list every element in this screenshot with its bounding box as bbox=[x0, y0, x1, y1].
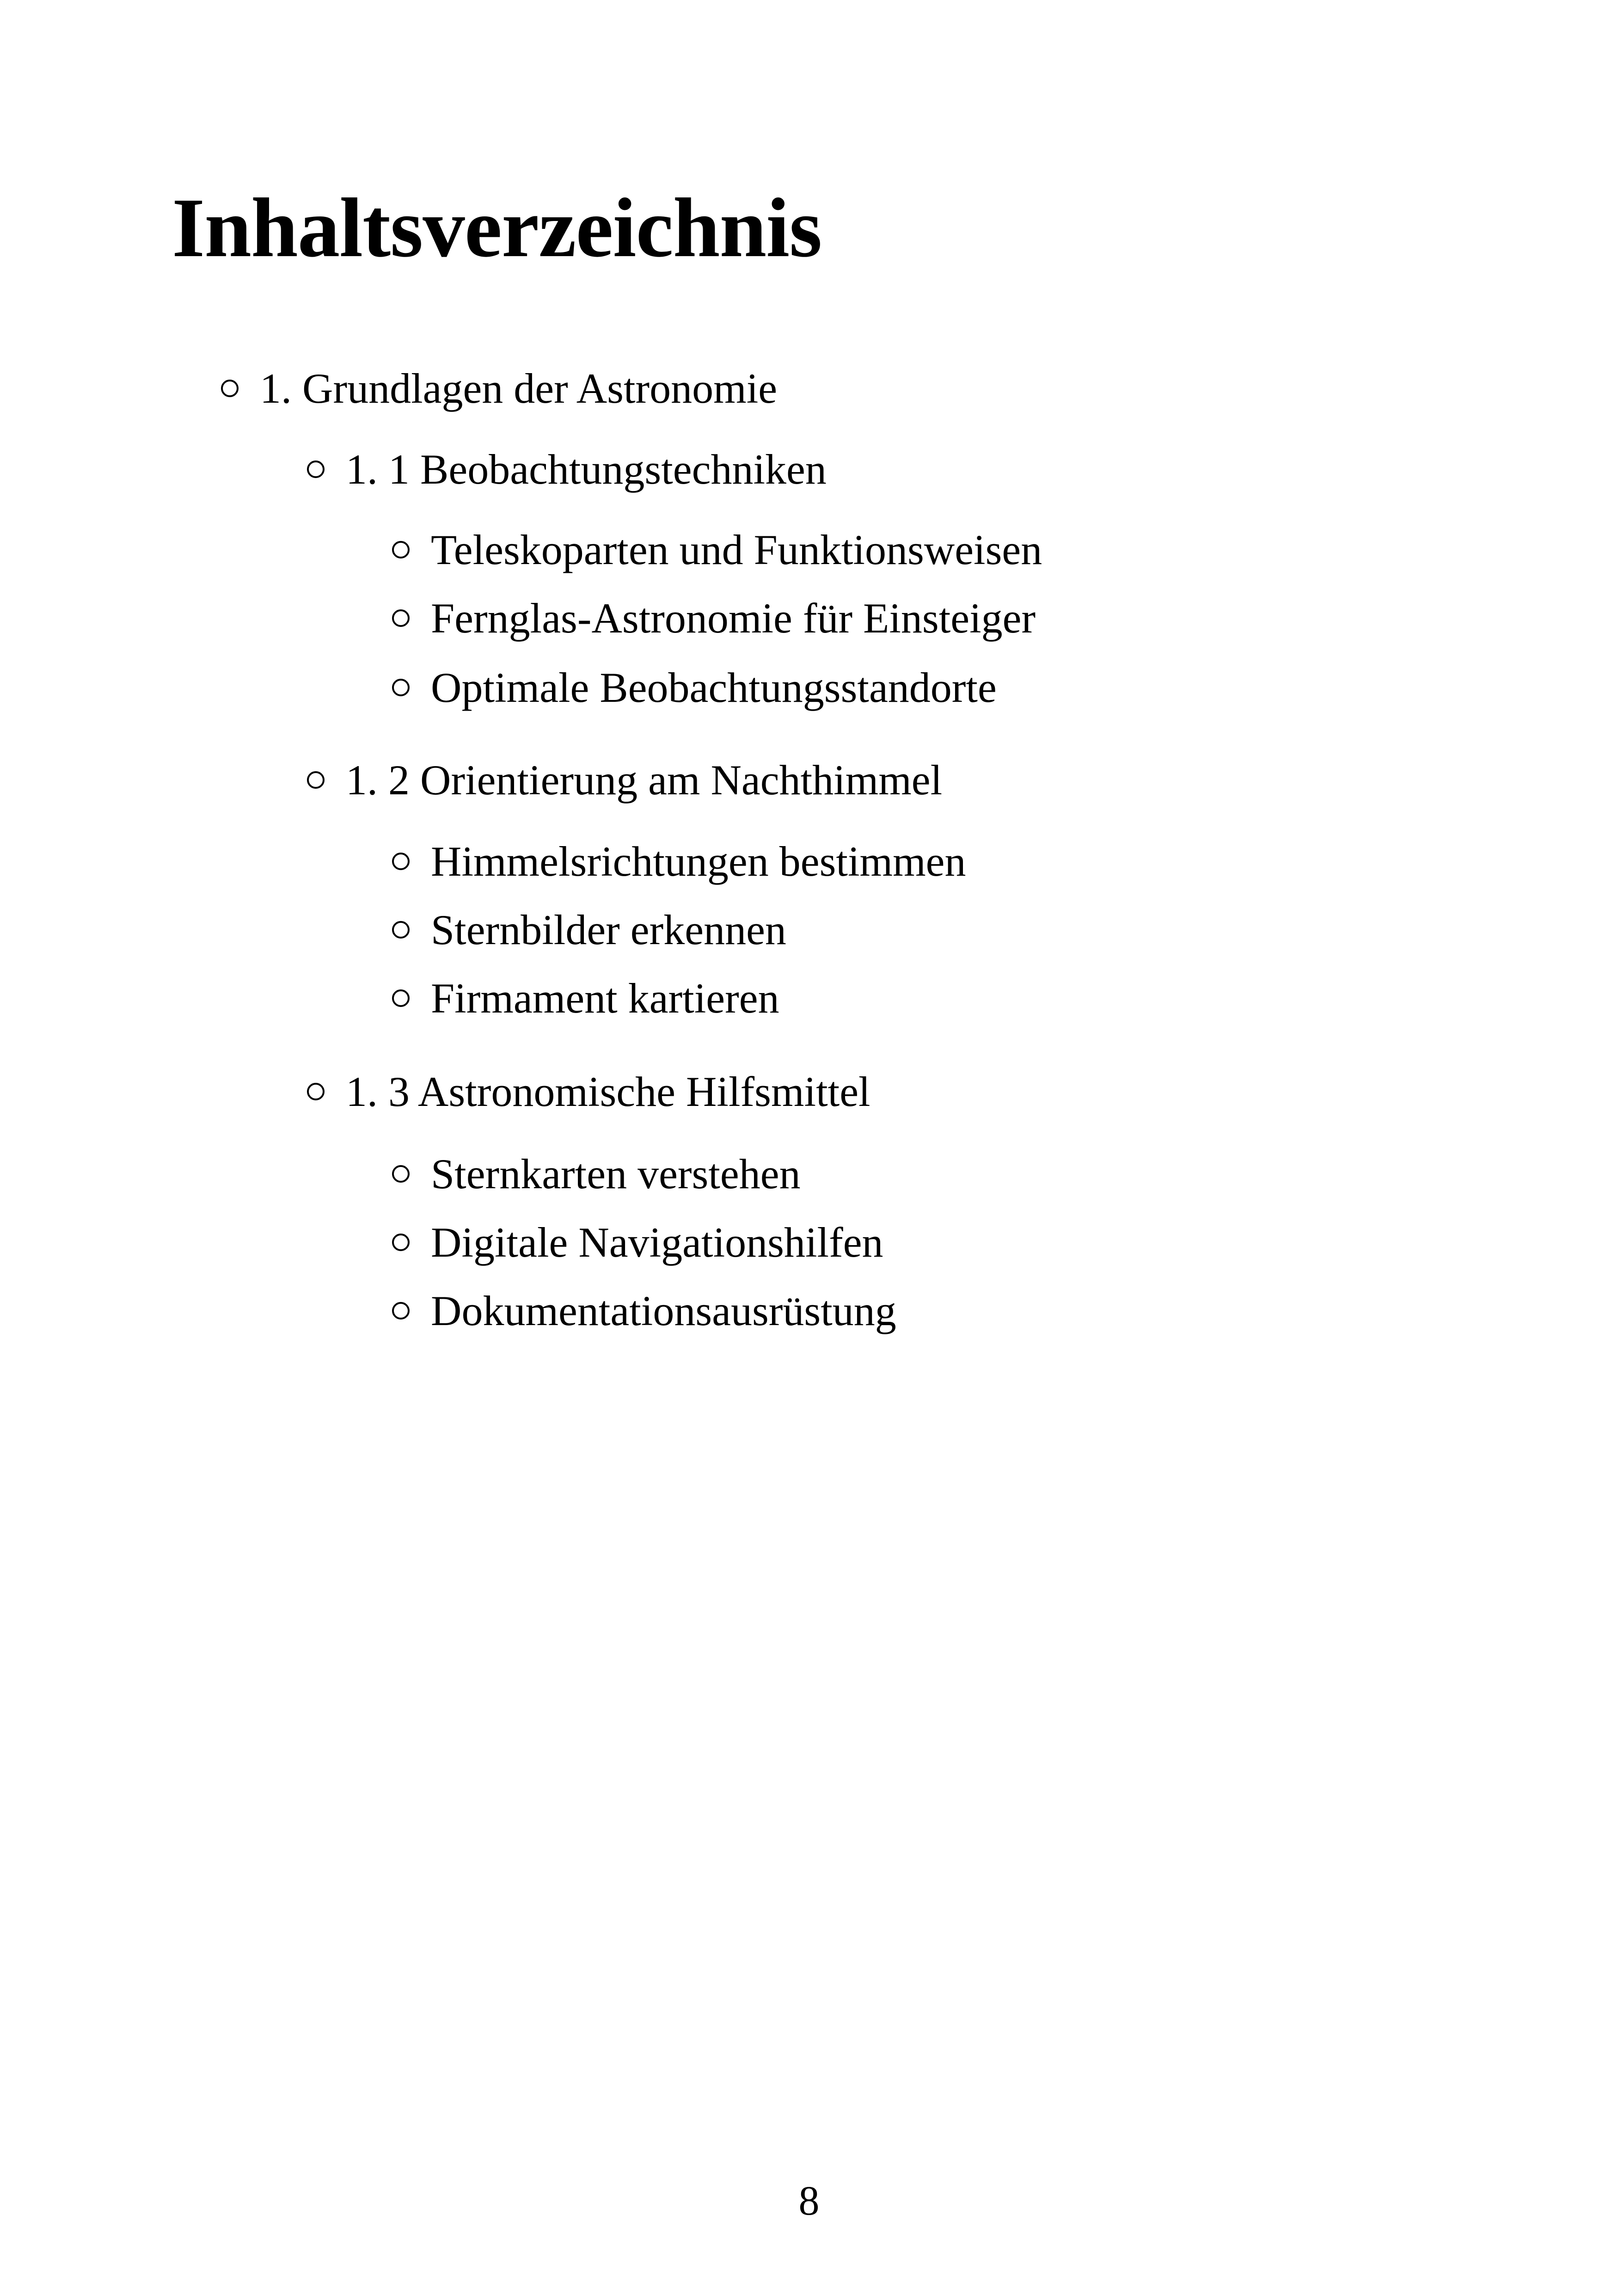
toc-section-1-1[interactable] bbox=[307, 444, 827, 495]
page-title: Inhaltsverzeichnis bbox=[172, 181, 822, 275]
toc-section-label: 1. 2 Orientierung am Nachthimmel bbox=[346, 756, 943, 804]
toc-section-1-2[interactable] bbox=[307, 755, 942, 805]
toc-item[interactable] bbox=[392, 1148, 801, 1199]
hollow-circle-icon bbox=[392, 1165, 410, 1183]
toc-item-label: Dokumentationsausrüstung bbox=[431, 1287, 896, 1334]
toc-item-label: Sternkarten verstehen bbox=[431, 1150, 801, 1197]
toc-item[interactable] bbox=[392, 593, 1036, 644]
page-number: 8 bbox=[798, 2178, 820, 2224]
toc-item[interactable] bbox=[392, 524, 1042, 575]
hollow-circle-icon bbox=[392, 853, 410, 870]
hollow-circle-icon bbox=[392, 1302, 410, 1320]
hollow-circle-icon bbox=[307, 1083, 325, 1100]
toc-chapter-label: 1. Grundlagen der Astronomie bbox=[260, 365, 778, 412]
hollow-circle-icon bbox=[392, 1234, 410, 1251]
hollow-circle-icon bbox=[307, 771, 325, 789]
toc-item-label: Sternbilder erkennen bbox=[431, 906, 786, 953]
toc-item[interactable] bbox=[392, 1285, 896, 1336]
toc-section-label: 1. 3 Astronomische Hilfsmittel bbox=[346, 1068, 870, 1115]
hollow-circle-icon bbox=[392, 679, 410, 696]
toc-chapter-1[interactable] bbox=[221, 363, 777, 414]
toc-item[interactable] bbox=[392, 973, 779, 1024]
toc-item[interactable] bbox=[392, 904, 786, 955]
hollow-circle-icon bbox=[392, 989, 410, 1007]
toc-item[interactable] bbox=[392, 836, 966, 887]
toc-item[interactable] bbox=[392, 662, 997, 713]
toc-item-label: Optimale Beobachtungsstandorte bbox=[431, 664, 997, 711]
toc-item-label: Firmament kartieren bbox=[431, 975, 779, 1022]
hollow-circle-icon bbox=[221, 380, 239, 397]
toc-item-label: Digitale Navigationshilfen bbox=[431, 1219, 883, 1266]
hollow-circle-icon bbox=[307, 460, 325, 478]
toc-section-1-3[interactable] bbox=[307, 1066, 870, 1117]
toc-item-label: Fernglas-Astronomie für Einsteiger bbox=[431, 595, 1036, 642]
hollow-circle-icon bbox=[392, 541, 410, 559]
hollow-circle-icon bbox=[392, 609, 410, 627]
toc-item[interactable] bbox=[392, 1217, 883, 1268]
toc-section-label: 1. 1 Beobachtungstechniken bbox=[346, 446, 827, 493]
toc-item-label: Teleskoparten und Funktionsweisen bbox=[431, 526, 1042, 573]
toc-item-label: Himmelsrichtungen bestimmen bbox=[431, 838, 966, 885]
hollow-circle-icon bbox=[392, 921, 410, 939]
